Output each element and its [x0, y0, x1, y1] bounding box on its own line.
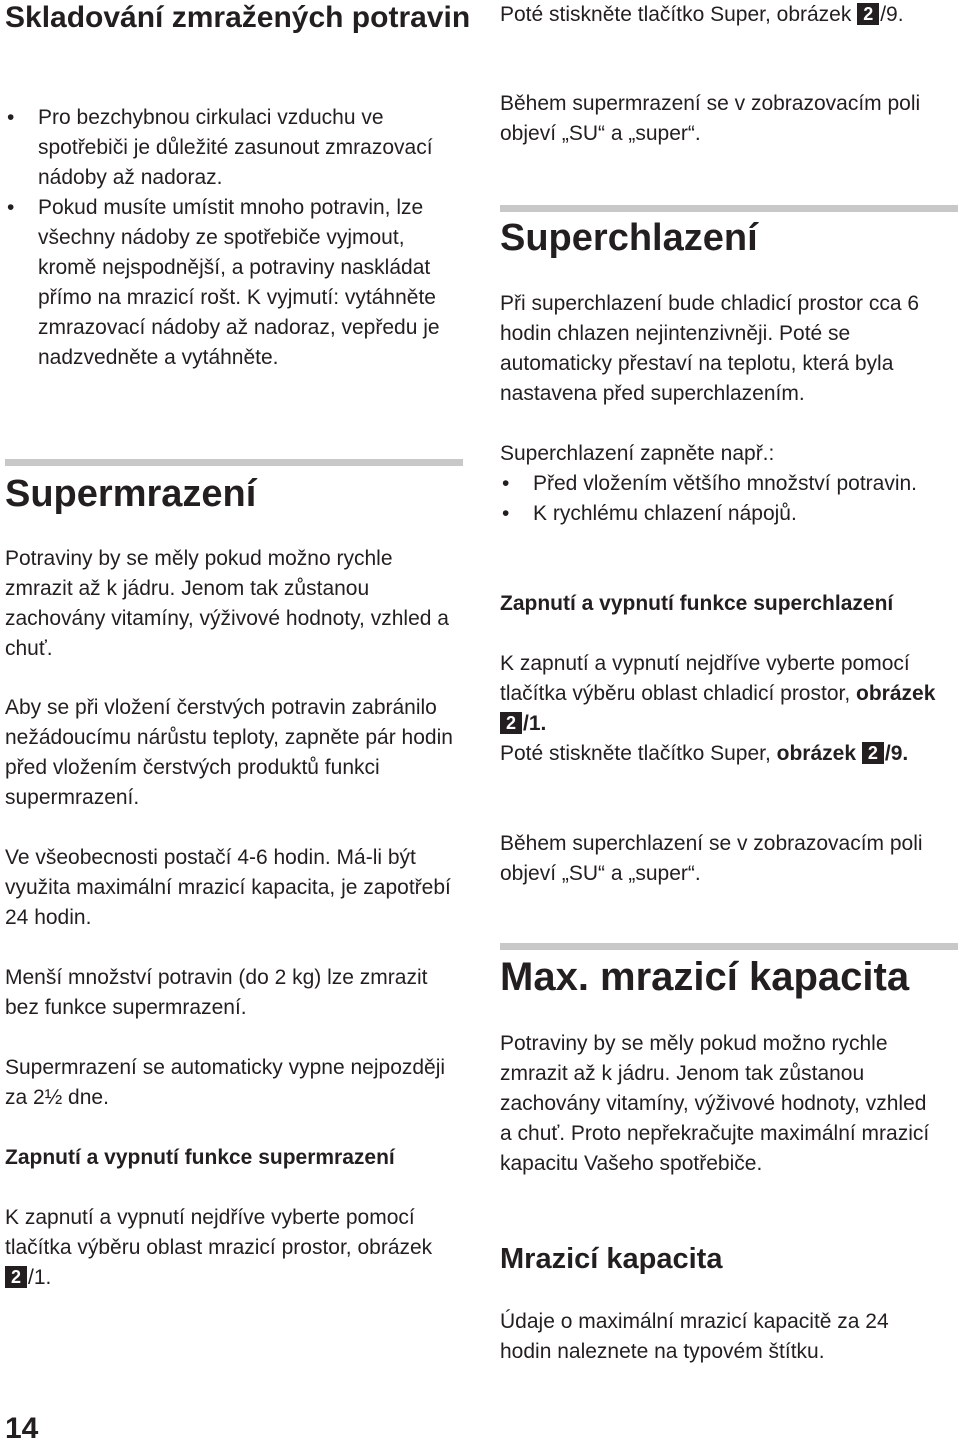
heading-capacity: Mrazicí kapacita	[500, 1243, 723, 1275]
section-title-storage: Skladování zmražených potravin	[5, 1, 471, 34]
page-number: 14	[5, 1412, 39, 1445]
switch-text: K zapnutí a vypnutí nejdříve vyberte pomocí tlačítka výběru oblast mrazicí prostor, obrázek	[5, 1206, 433, 1259]
section-divider	[5, 459, 463, 466]
figure-ref: /1.	[28, 1266, 52, 1289]
section-divider	[500, 205, 958, 212]
cont-text: Poté stiskněte tlačítko Super, obrázek	[500, 3, 858, 26]
subheading-switch-superchlazeni: Zapnutí a vypnutí funkce superchlazení	[500, 592, 894, 615]
paragraph: Menší množství potravin (do 2 kg) lze zmrazit bez funkce supermrazení.	[5, 966, 428, 1019]
paragraph: Během superchlazení se v zobrazovacím poli objeví „SU“ a „super“.	[500, 832, 923, 885]
paragraph: Supermrazení se automaticky vypne nejpozději za 2½ dne.	[5, 1056, 446, 1109]
paragraph: Údaje o maximální mrazicí kapacitě za 24 hodin naleznete na typovém štítku.	[500, 1310, 889, 1363]
heading-max-capacity: Max. mrazicí kapacita	[500, 955, 910, 999]
paragraph: Ve všeobecnosti postačí 4-6 hodin. Má-li být využita maximální mrazicí kapacita, je zapotřebí 24 hodin.	[5, 846, 451, 929]
figure-ref: /1.	[523, 712, 547, 735]
paragraph: Během supermrazení se v zobrazovacím poli objeví „SU“ a „super“.	[500, 92, 921, 145]
switch-text: K zapnutí a vypnutí nejdříve vyberte pomocí tlačítka výběru oblast chladicí prostor,	[500, 652, 910, 705]
figure-label: obrázek	[776, 742, 857, 765]
paragraph: Potraviny by se měly pokud možno rychle zmrazit až k jádru. Jenom tak zůstanou zachovány vitamíny, výživové hodnoty, vzhled a chuť.	[5, 547, 449, 660]
press-text: Poté stiskněte tlačítko Super,	[500, 742, 777, 765]
paragraph-switch	[5, 1203, 435, 1293]
heading-supermrazeni: Supermrazení	[5, 473, 257, 515]
paragraph-switch	[500, 649, 940, 739]
paragraph: Aby se při vložení čerstvých potravin zabránilo nežádoucímu nárůstu teploty, zapněte pár hodin před vložením čerstvých produktů funkci supermrazení.	[5, 696, 453, 809]
list-item: • K rychlému chlazení nápojů.	[500, 499, 940, 529]
subheading-switch-supermrazeni: Zapnutí a vypnutí funkce supermrazení	[5, 1146, 395, 1169]
figure-badge: 2	[5, 1266, 27, 1288]
section-divider	[500, 943, 958, 950]
heading-superchlazeni: Superchlazení	[500, 217, 758, 259]
figure-badge: 2	[862, 742, 884, 764]
figure-ref: /9.	[880, 3, 904, 26]
list-item: • Pro bezchybnou cirkulaci vzduchu ve spotřebiči je důležité zasunout zmrazovací nádoby až nadoraz.	[5, 103, 465, 193]
superchlazeni-bullets	[500, 469, 940, 529]
figure-badge: 2	[857, 3, 879, 25]
list-item: • Před vložením většího množství potravin.	[500, 469, 940, 499]
paragraph: Při superchlazení bude chladicí prostor cca 6 hodin chlazen nejintenzivněji. Poté se automaticky přestaví na teplotu, která byla nastavena před superchlazením.	[500, 292, 920, 405]
paragraph-continued	[500, 0, 940, 30]
storage-bullets	[5, 103, 465, 373]
paragraph: Superchlazení zapněte např.:	[500, 442, 775, 465]
paragraph-press	[500, 739, 940, 769]
figure-label: obrázek	[856, 682, 936, 705]
list-item: • Pokud musíte umístit mnoho potravin, lze všechny nádoby ze spotřebiče vyjmout, kromě nejspodnější, a potraviny naskládat přímo na mrazicí rošt. K vyjmutí: vytáhněte zmrazovací nádoby až nadoraz, vepředu je nadzvedněte a vytáhněte.	[5, 193, 465, 373]
figure-badge: 2	[500, 712, 522, 734]
paragraph: Potraviny by se měly pokud možno rychle zmrazit až k jádru. Jenom tak zůstanou zachovány vitamíny, výživové hodnoty, vzhled a chuť. Proto nepřekračujte maximální mrazicí kapacitu Vašeho spotřebiče.	[500, 1032, 930, 1175]
figure-ref: /9.	[884, 742, 909, 765]
